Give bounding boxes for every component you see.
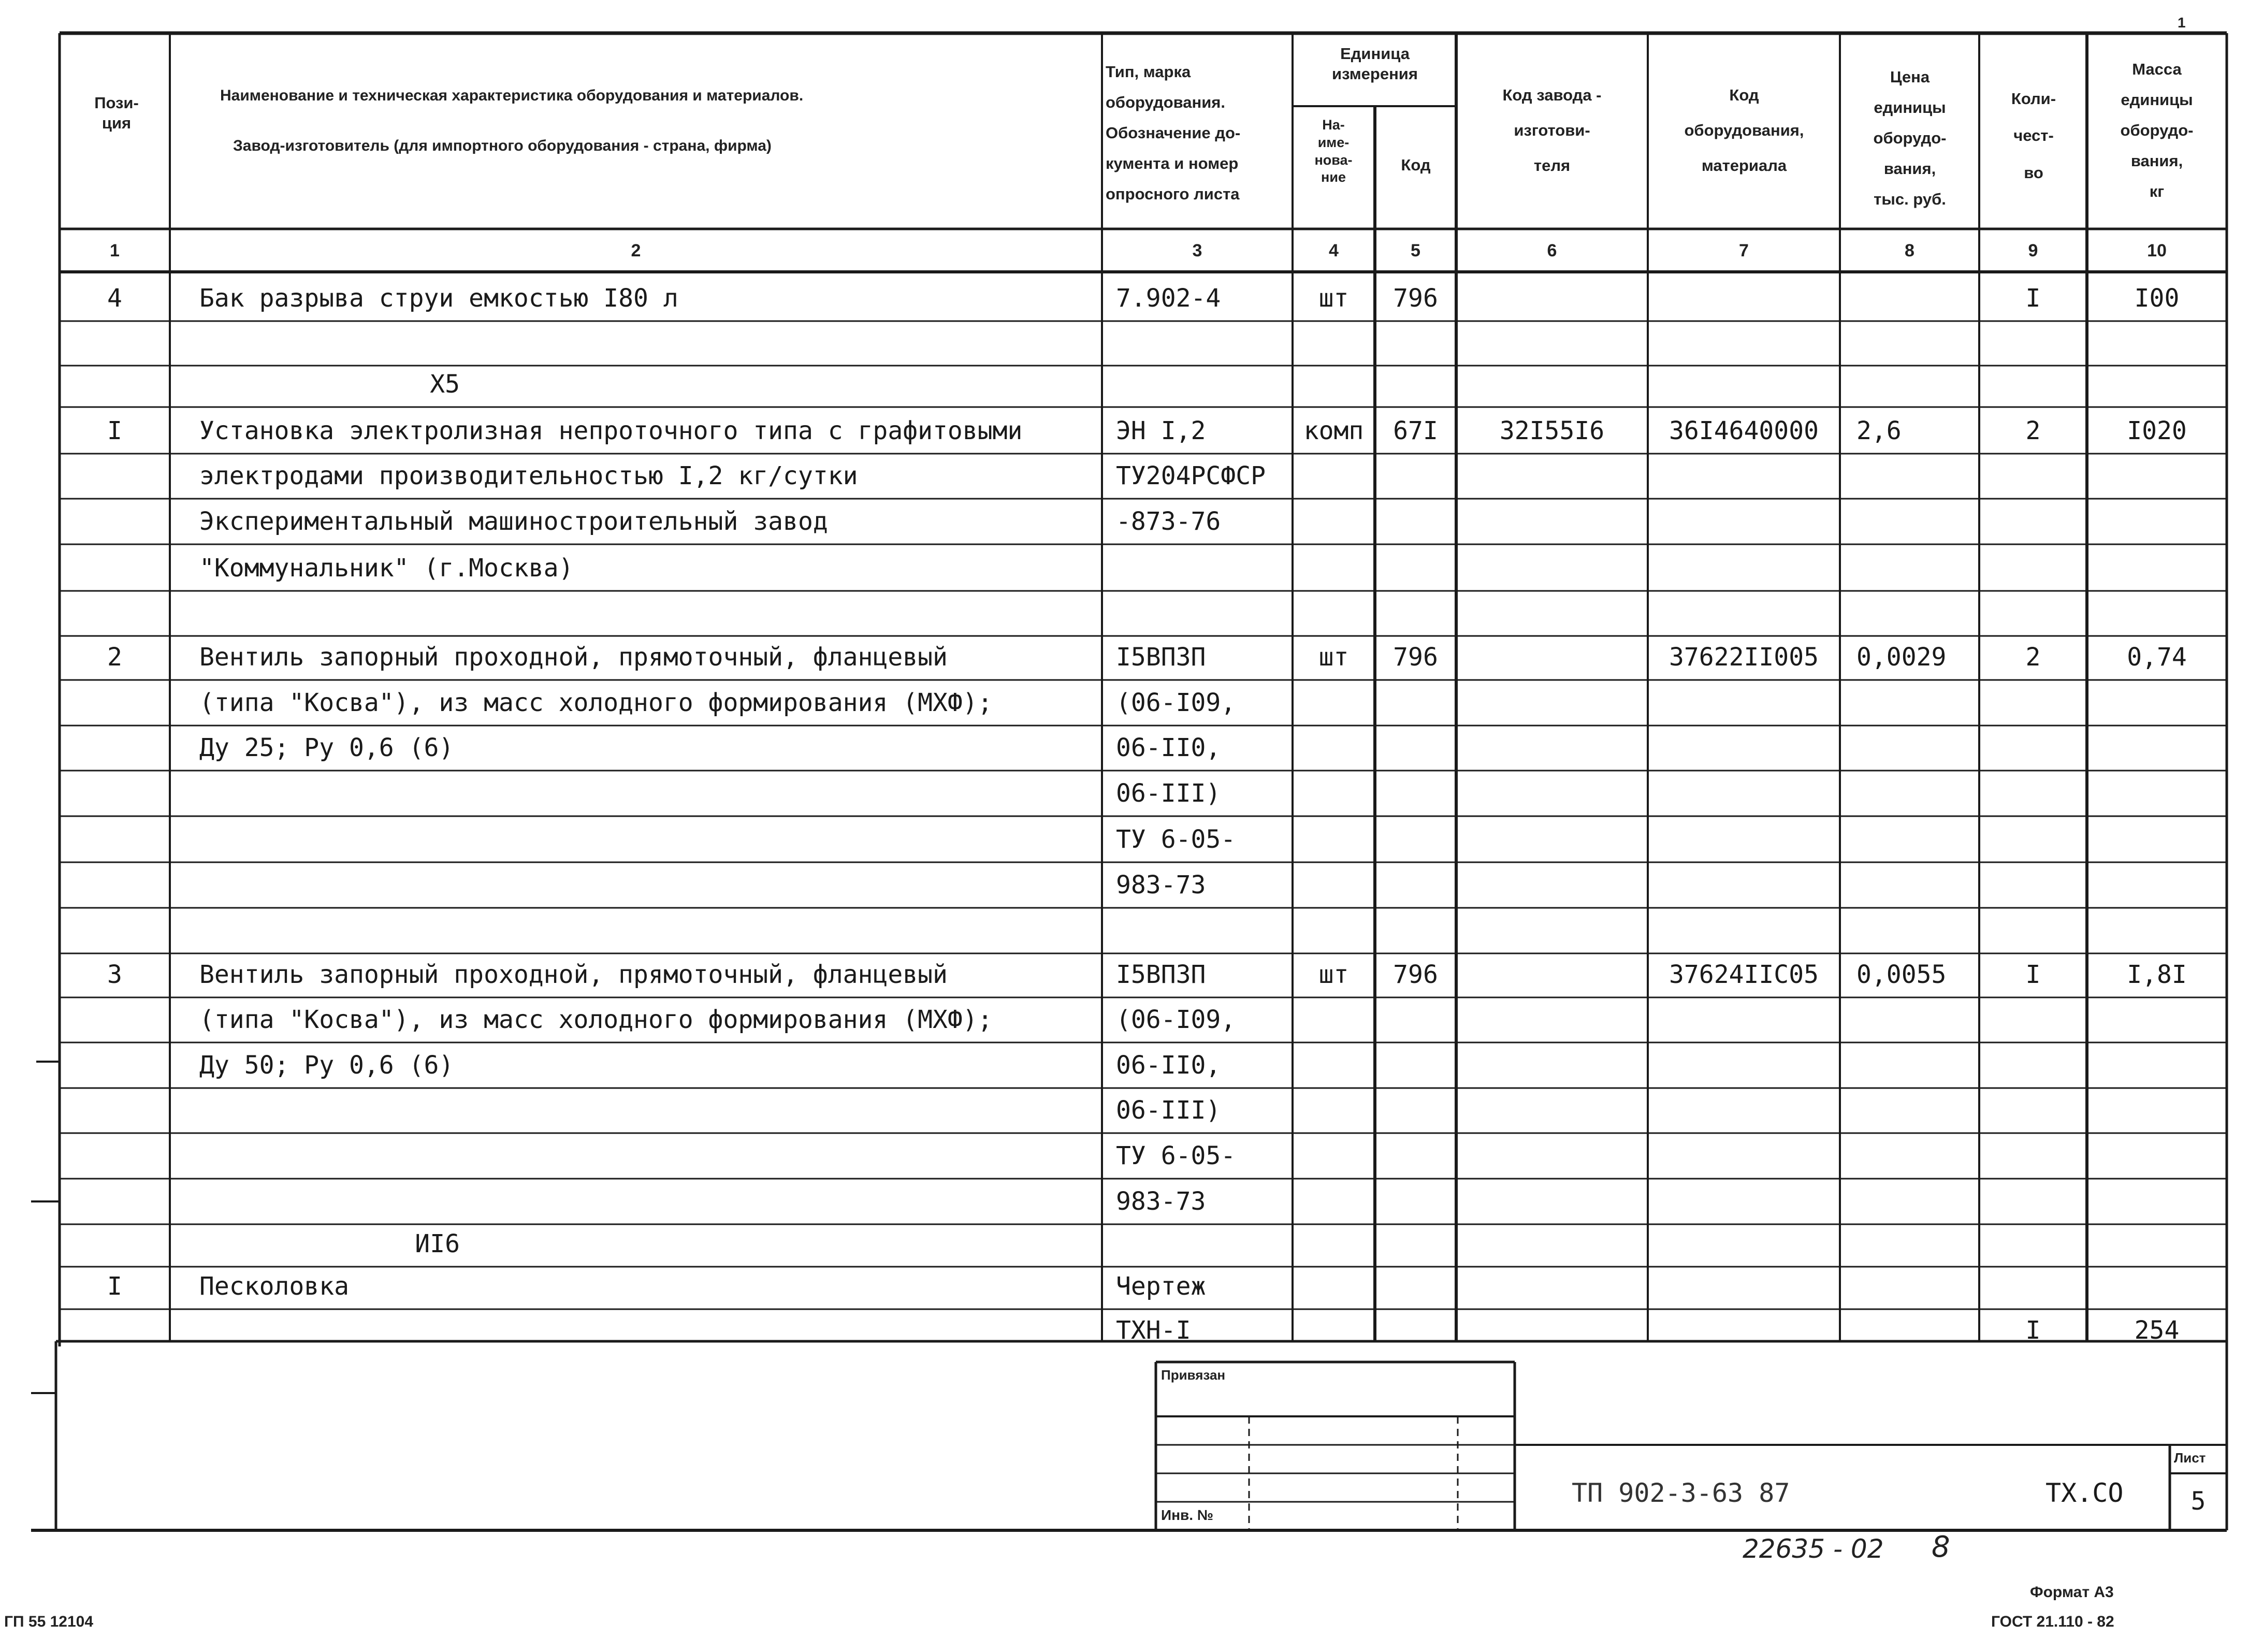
cell-col-1: I [107, 1272, 122, 1301]
sheet-label: Лист [2174, 1450, 2206, 1466]
cell-col-3: ТХН-I [1116, 1316, 1191, 1345]
cell-col-1: 2 [107, 643, 122, 672]
cell-col-1: I [107, 416, 122, 445]
cell-col-3: 06-II0, [1116, 1051, 1221, 1080]
header-unit-code: Код [1401, 156, 1431, 174]
cell-col-5: 67I [1393, 416, 1438, 445]
col-number-10: 10 [2147, 241, 2167, 260]
col-number-6: 6 [1547, 241, 1557, 260]
cell-col-3: ТУ 6-05- [1116, 825, 1236, 854]
col-number-5: 5 [1411, 241, 1420, 260]
cell-col-3: I5ВП3П [1116, 643, 1206, 672]
cell-col-9: 2 [2025, 416, 2041, 445]
header-mass: Масса единицы оборудо- вания, кг [2120, 60, 2194, 200]
cell-col-10: I020 [2127, 416, 2187, 445]
header-type: Тип, марка оборудования. Обозначение до- кумента и номер опросного листа [1106, 63, 1241, 203]
col-number-8: 8 [1905, 241, 1914, 260]
cell-col-10: I,8I [2127, 960, 2187, 989]
cell-col-3: 06-II0, [1116, 733, 1221, 762]
col-number-7: 7 [1739, 241, 1749, 260]
cell-col-2: (типа "Косва"), из масс холодного формирования (МХФ); [199, 688, 993, 717]
col-number-1: 1 [110, 241, 120, 260]
document-code: ТП 902-3-63 87 [1572, 1478, 1790, 1508]
cell-col-10: I00 [2134, 284, 2180, 313]
cell-col-4: комп [1303, 416, 1364, 445]
cell-col-2: Ду 50; Ру 0,6 (6) [199, 1051, 454, 1080]
cell-col-6: 32I55I6 [1499, 416, 1605, 445]
header-unit-name: На- име- нова- ние [1314, 117, 1353, 185]
cell-col-3: Чертеж [1116, 1272, 1206, 1301]
gost-label: ГОСТ 21.110 - 82 [1991, 1613, 2114, 1630]
cell-col-2: Установка электролизная непроточного типа с графитовыми [199, 416, 1023, 445]
cell-col-7: 37624IIC05 [1669, 960, 1819, 989]
cell-col-3: ТУ204РСФСР [1116, 461, 1266, 490]
header-position: Пози- ция [94, 94, 139, 132]
cell-col-5: 796 [1393, 284, 1438, 313]
cell-col-5: 796 [1393, 643, 1438, 672]
cell-col-3: (06-I09, [1116, 688, 1236, 717]
handwritten-number: 22635 - 02 [1743, 1534, 1884, 1564]
cell-col-3: 983-73 [1116, 1187, 1206, 1216]
header-equipment-code: Код оборудования, материала [1684, 86, 1804, 175]
stamp-privyazan: Привязан [1161, 1367, 1226, 1383]
cell-col-2: (типа "Косва"), из масс холодного формирования (МХФ); [199, 1005, 993, 1034]
cell-col-2: "Коммунальник" (г.Москва) [199, 554, 574, 583]
format-label: Формат А3 [2030, 1584, 2114, 1601]
cell-col-8: 2,6 [1856, 416, 1902, 445]
cell-col-3: 06-III) [1116, 779, 1221, 808]
cell-col-2: Х5 [430, 370, 460, 399]
cell-col-10: 254 [2134, 1316, 2180, 1345]
col-number-4: 4 [1329, 241, 1339, 260]
cell-col-9: I [2025, 960, 2041, 989]
cell-col-5: 796 [1393, 960, 1438, 989]
gp-label: ГП 55 12104 [4, 1613, 94, 1630]
corner-mark: 1 [2178, 15, 2186, 31]
cell-col-4: шт [1318, 960, 1349, 989]
cell-col-2: Ду 25; Ру 0,6 (6) [199, 733, 454, 762]
col-number-3: 3 [1192, 241, 1202, 260]
cell-col-3: 7.902-4 [1116, 284, 1221, 313]
col-number-2: 2 [631, 241, 641, 260]
header-name-line2: Завод-изготовитель (для импортного оборудования - страна, фирма) [233, 137, 772, 154]
cell-col-3: ТУ 6-05- [1116, 1141, 1236, 1170]
sheet-number: 5 [2191, 1487, 2206, 1516]
cell-col-2: Песколовка [199, 1272, 349, 1301]
cell-col-9: I [2025, 1316, 2041, 1345]
cell-col-3: 06-III) [1116, 1096, 1221, 1125]
cell-col-2: Вентиль запорный проходной, прямоточный, фланцевый [199, 960, 948, 989]
header-name-line1: Наименование и техническая характеристика оборудования и материалов. [220, 87, 804, 104]
cell-col-8: 0,0055 [1856, 960, 1947, 989]
cell-col-3: 983-73 [1116, 871, 1206, 900]
stamp-inv-no: Инв. № [1161, 1507, 1214, 1523]
cell-col-3: ЭН I,2 [1116, 416, 1206, 445]
cell-col-1: 4 [107, 284, 122, 313]
cell-col-8: 0,0029 [1856, 643, 1947, 672]
handwritten-page: 8 [1932, 1530, 1950, 1564]
col-number-9: 9 [2028, 241, 2038, 260]
cell-col-2: электродами производительностью I,2 кг/сутки [199, 461, 858, 490]
cell-col-9: 2 [2025, 643, 2041, 672]
cell-col-7: 36I4640000 [1669, 416, 1819, 445]
cell-col-3: I5ВП3П [1116, 960, 1206, 989]
cell-col-2: Вентиль запорный проходной, прямоточный, фланцевый [199, 643, 948, 672]
cell-col-3: -873-76 [1116, 507, 1221, 536]
header-unit-group: Единица измерения [1332, 45, 1418, 83]
cell-col-2: Экспериментальный машиностроительный завод [199, 507, 828, 536]
cell-col-1: 3 [107, 960, 122, 989]
cell-col-4: шт [1318, 284, 1349, 313]
cell-col-2: ИI6 [415, 1229, 460, 1258]
header-quantity: Коли- чест- во [2011, 90, 2056, 182]
cell-col-3: (06-I09, [1116, 1005, 1236, 1034]
header-price: Цена единицы оборудо- вания, тыс. руб. [1873, 68, 1947, 208]
cell-col-2: Бак разрыва струи емкостью I80 л [199, 284, 678, 313]
sheet-code: ТХ.СО [2046, 1478, 2124, 1508]
cell-col-10: 0,74 [2127, 643, 2187, 672]
header-factory-code: Код завода - изготови- теля [1502, 86, 1602, 175]
cell-col-9: I [2025, 284, 2041, 313]
cell-col-7: 37622II005 [1669, 643, 1819, 672]
cell-col-4: шт [1318, 643, 1349, 672]
